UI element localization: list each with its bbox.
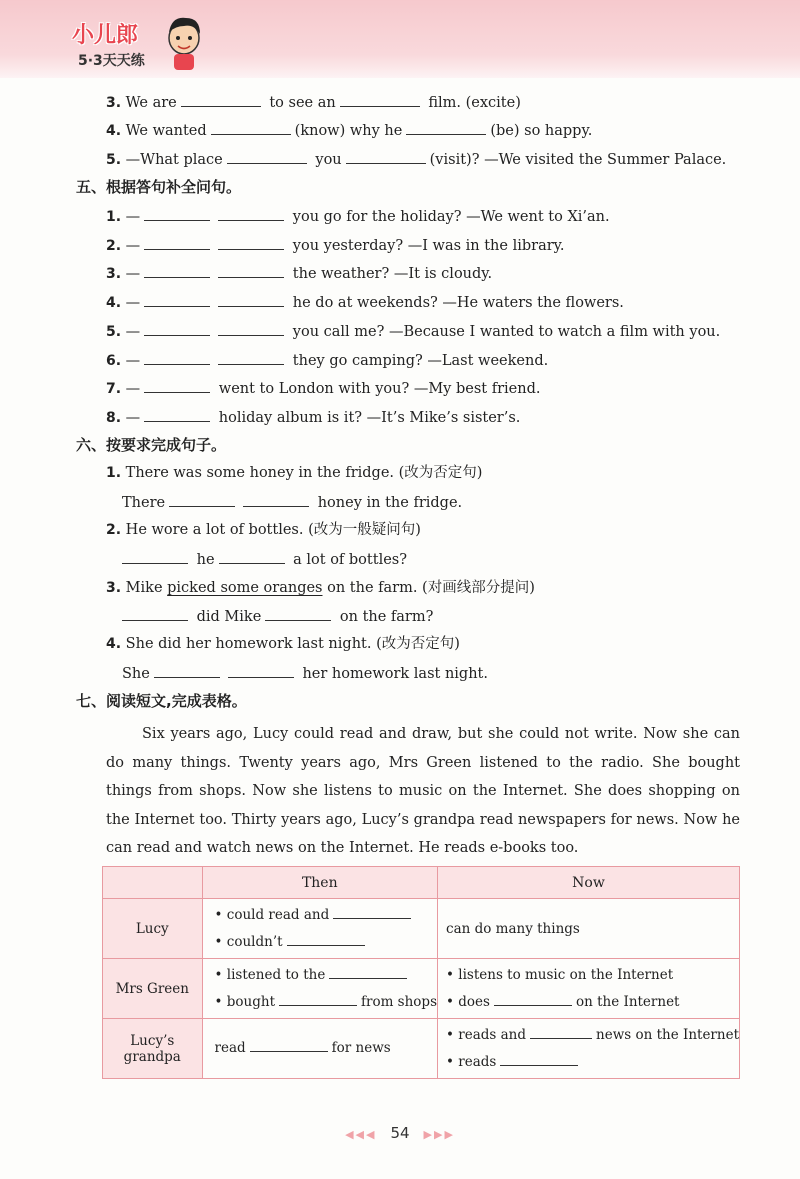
answer-blank[interactable] — [154, 663, 220, 678]
col-header-then: Then — [202, 867, 437, 899]
answer-blank[interactable] — [340, 92, 420, 107]
answer-blank[interactable] — [218, 350, 284, 365]
answer-blank[interactable] — [122, 549, 188, 564]
s5-item: 1. — you go for the holiday? —We went to Xi’an. — [106, 206, 610, 227]
answer-blank[interactable] — [329, 965, 407, 979]
answer-blank[interactable] — [530, 1025, 592, 1039]
s6-q3-answer: did Mike on the farm? — [118, 606, 433, 627]
page-footer — [0, 1124, 800, 1142]
cell-now: • reads and news on the Internet • reads — [438, 1019, 740, 1079]
underlined-phrase: picked some oranges — [167, 580, 323, 596]
answer-blank[interactable] — [211, 120, 291, 135]
table-row — [103, 899, 740, 959]
cell-then: • could read and • couldn’t — [202, 899, 437, 959]
page-number: 54 — [390, 1124, 410, 1142]
cartoon-boy-icon — [164, 14, 204, 72]
s6-q4: 4. She did her homework last night. (改为否定句) — [106, 636, 460, 652]
s4-q5: 5. —What place you (visit)? —We visited the Summer Palace. — [106, 149, 726, 170]
answer-blank[interactable] — [218, 235, 284, 250]
table-corner — [103, 867, 203, 899]
reading-passage: Six years ago, Lucy could read and draw, but she could not write. Now she can do many things. Twenty years ago, Mrs Green listened to the radio. She bought things from shops. Now she listens to music on the Internet. She does shopping on the Internet too. Thirty years ago, Lucy’s grandpa read newspapers for news. Now he can read and watch news on the Internet. He reads e-books too. — [106, 726, 740, 857]
answer-blank[interactable] — [144, 292, 210, 307]
cell-now: • listens to music on the Internet • does on the Internet — [438, 959, 740, 1019]
s6-q1: 1. There was some honey in the fridge. (改为否定句) — [106, 465, 483, 481]
answer-blank[interactable] — [218, 292, 284, 307]
left-arrows-icon: ◀◀◀ — [345, 1128, 377, 1141]
answer-blank[interactable] — [500, 1052, 578, 1066]
answer-blank[interactable] — [144, 321, 210, 336]
answer-blank[interactable] — [406, 120, 486, 135]
answer-blank[interactable] — [144, 235, 210, 250]
answer-blank[interactable] — [144, 263, 210, 278]
cell-then: • listened to the • bought from shops — [202, 959, 437, 1019]
cell-now: can do many things — [438, 899, 740, 959]
brand-name: 小儿郎 — [72, 23, 139, 48]
row-header-grandpa: Lucy’s grandpa — [103, 1019, 203, 1079]
cell-then: read for news — [202, 1019, 437, 1079]
s5-item: 8. — holiday album is it? —It’s Mike’s sister’s. — [106, 407, 520, 428]
s5-item: 3. — the weather? —It is cloudy. — [106, 263, 492, 284]
section5-title: 五、根据答句补全问句。 — [76, 178, 242, 196]
answer-blank[interactable] — [144, 350, 210, 365]
answer-blank[interactable] — [122, 606, 188, 621]
right-arrows-icon: ▶▶▶ — [423, 1128, 455, 1141]
row-header-mrs-green: Mrs Green — [103, 959, 203, 1019]
s6-q2-answer: he a lot of bottles? — [118, 549, 407, 570]
answer-blank[interactable] — [227, 149, 307, 164]
s6-q2: 2. He wore a lot of bottles. (改为一般疑问句) — [106, 522, 421, 538]
table-row — [103, 1019, 740, 1079]
answer-blank[interactable] — [218, 321, 284, 336]
section6-title: 六、按要求完成句子。 — [76, 436, 227, 454]
answer-blank[interactable] — [219, 549, 285, 564]
answer-blank[interactable] — [144, 206, 210, 221]
answer-blank[interactable] — [218, 263, 284, 278]
answer-blank[interactable] — [144, 378, 210, 393]
s4-q4: 4. We wanted (know) why he (be) so happy. — [106, 120, 592, 141]
answer-blank[interactable] — [279, 992, 357, 1006]
answer-blank[interactable] — [144, 407, 210, 422]
s6-q3: 3. Mike picked some oranges on the farm. (对画线部分提问) — [106, 580, 535, 596]
s5-item: 7. — went to London with you? —My best friend. — [106, 378, 540, 399]
answer-table — [102, 866, 740, 1079]
table-row — [103, 959, 740, 1019]
answer-blank[interactable] — [181, 92, 261, 107]
s4-q3: 3. We are to see an film. (excite) — [106, 92, 521, 113]
answer-blank[interactable] — [333, 905, 411, 919]
row-header-lucy: Lucy — [103, 899, 203, 959]
s6-q4-answer: She her homework last night. — [122, 663, 488, 684]
section7-title: 七、阅读短文,完成表格。 — [76, 692, 247, 710]
s5-item: 5. — you call me? —Because I wanted to watch a film with you. — [106, 321, 720, 342]
answer-blank[interactable] — [250, 1038, 328, 1052]
answer-blank[interactable] — [287, 932, 365, 946]
answer-blank[interactable] — [265, 606, 331, 621]
answer-blank[interactable] — [218, 206, 284, 221]
s5-item: 2. — you yesterday? —I was in the library. — [106, 235, 565, 256]
answer-blank[interactable] — [494, 992, 572, 1006]
answer-blank[interactable] — [228, 663, 294, 678]
series-name: 5·3天天练 — [78, 53, 145, 69]
answer-blank[interactable] — [346, 149, 426, 164]
answer-blank[interactable] — [243, 492, 309, 507]
col-header-now: Now — [438, 867, 740, 899]
s5-item: 6. — they go camping? —Last weekend. — [106, 350, 548, 371]
brand-logo — [72, 14, 202, 74]
s6-q1-answer: There honey in the fridge. — [122, 492, 462, 513]
answer-blank[interactable] — [169, 492, 235, 507]
s5-item: 4. — he do at weekends? —He waters the flowers. — [106, 292, 624, 313]
